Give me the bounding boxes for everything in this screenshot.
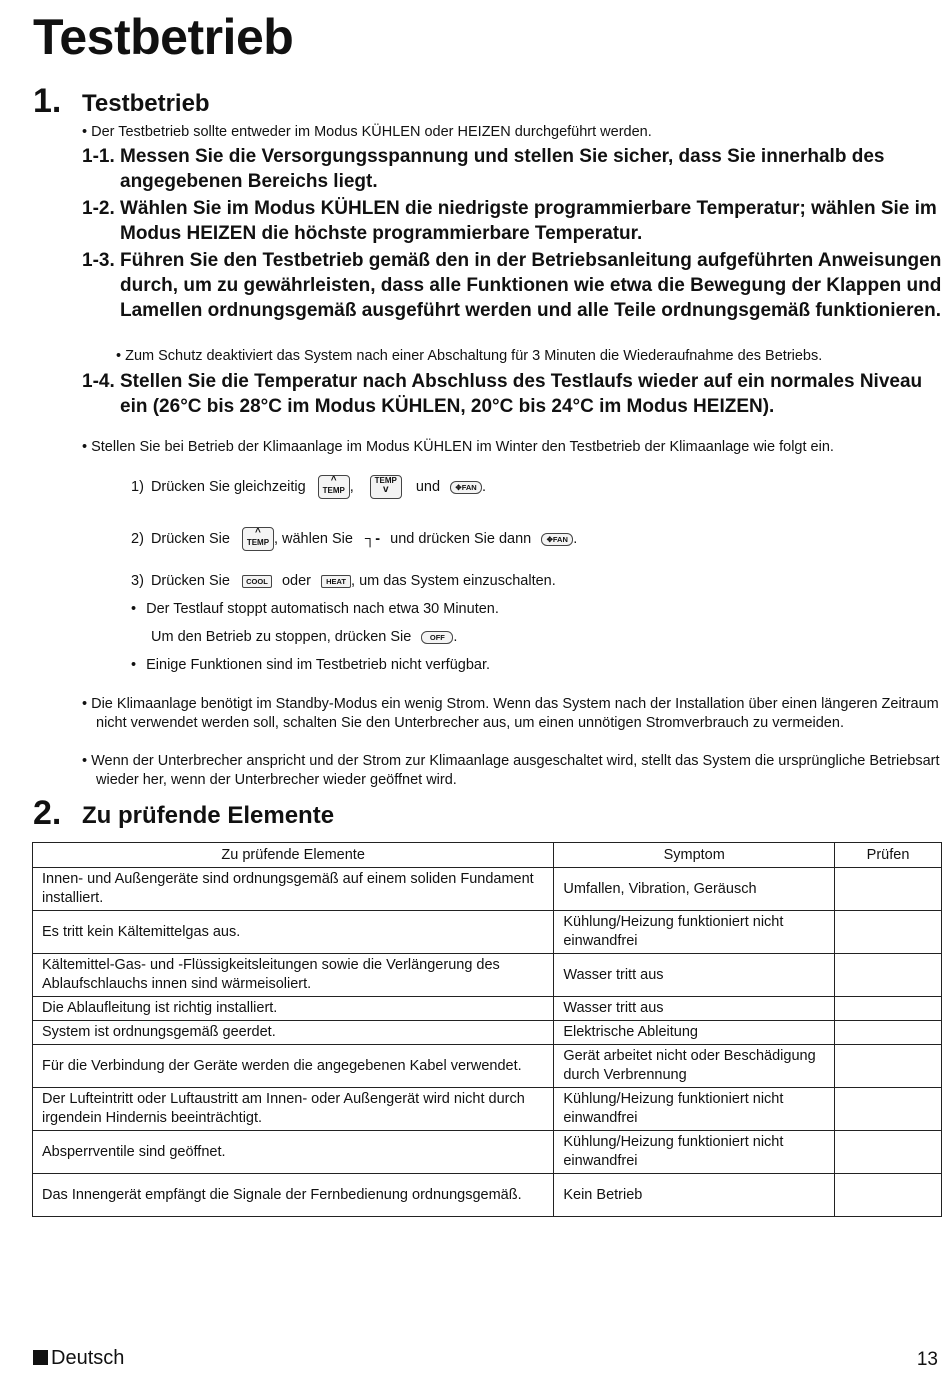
step-number: 1-3. (82, 250, 115, 271)
item-cell: Die Ablaufleitung ist richtig installiert. (33, 997, 554, 1021)
section-1-number: 1. (33, 82, 62, 120)
check-cell[interactable] (835, 997, 942, 1021)
footer-language: Deutsch (33, 1347, 124, 1370)
mode-symbol: ┐- (364, 530, 381, 547)
symptom-cell: Kühlung/Heizung funktioniert nicht einwandfrei (554, 1088, 835, 1131)
sub-step-1: 1) Drücken Sie gleichzeitig ^ TEMP , TEMP v und ✥FAN . (131, 475, 731, 499)
step-text: Führen Sie den Testbetrieb gemäß den in der Betriebsanleitung aufgeführten Anweisungen durch, um zu gewährleisten, dass alle Funktionen wie etwa die Bewegung der Klappen und Lamellen ordnungsgemäß ausgeführt werden und alle Teile ordnungsgemäß funktionieren. (120, 250, 942, 321)
page-number: 13 (916, 1349, 938, 1370)
table-row (33, 954, 942, 997)
item-cell: Das Innengerät empfängt die Signale der Fernbedienung ordnungsgemäß. (33, 1174, 554, 1217)
step-1-2 (82, 196, 942, 246)
symptom-cell: Kein Betrieb (554, 1174, 835, 1217)
table-header-row (33, 843, 942, 868)
step-text: Wählen Sie im Modus KÜHLEN die niedrigste programmierbare Temperatur; wählen Sie im Modus HEIZEN die höchste programmierbare Temperatur. (120, 198, 937, 244)
square-icon (33, 1350, 48, 1365)
check-cell[interactable] (835, 1174, 942, 1217)
step-number: 1-1. (82, 146, 115, 167)
intro-bullet: • Der Testbetrieb sollte entweder im Modus KÜHLEN oder HEIZEN durchgeführt werden. (82, 124, 652, 140)
table-row (33, 1174, 942, 1217)
symptom-cell: Kühlung/Heizung funktioniert nicht einwandfrei (554, 1131, 835, 1174)
cool-key: COOL (242, 575, 272, 588)
check-cell[interactable] (835, 911, 942, 954)
table-row (33, 868, 942, 911)
table-row (33, 1045, 942, 1088)
standby-bullet: • Die Klimaanlage benötigt im Standby-Modus ein wenig Strom. Wenn das System nach der Installation über einen längeren Zeitraum nicht verwendet werden soll, schalten Sie den Unterbrecher aus, um einen unnötigen Stromverbrauch zu vermeiden. (82, 696, 939, 731)
check-cell[interactable] (835, 1045, 942, 1088)
section-1-title: Testbetrieb (82, 90, 210, 117)
step-text: Messen Sie die Versorgungsspannung und stellen Sie sicher, dass Sie innerhalb des angegebenen Bereichs liegt. (120, 146, 885, 192)
table-row (33, 1088, 942, 1131)
table-row (33, 997, 942, 1021)
heat-key: HEAT (321, 575, 351, 588)
section-2-title: Zu prüfende Elemente (82, 802, 335, 829)
page-title: Testbetrieb (33, 9, 294, 65)
sub-step-number: 3) (131, 573, 144, 589)
item-cell: Es tritt kein Kältemittelgas aus. (33, 911, 554, 954)
step-3-note: • Zum Schutz deaktiviert das System nach einer Abschaltung für 3 Minuten die Wiederaufnahme des Betriebs. (116, 348, 823, 364)
item-cell: Kältemittel-Gas- und -Flüssigkeitsleitungen sowie die Verlängerung des Ablaufschlauchs innen sind wärmeisoliert. (33, 954, 554, 997)
temp-up-key: ^ TEMP (242, 527, 274, 551)
header-items: Zu prüfende Elemente (33, 843, 554, 868)
item-cell: Absperrventile sind geöffnet. (33, 1131, 554, 1174)
table-row (33, 1021, 942, 1045)
symptom-cell: Wasser tritt aus (554, 997, 835, 1021)
check-cell[interactable] (835, 954, 942, 997)
sub-step-text: Drücken Sie gleichzeitig (150, 478, 306, 495)
step-text: Stellen Sie die Temperatur nach Abschluss des Testlaufs wieder auf ein normales Niveau ein (26°C bis 28°C im Modus KÜHLEN, 20°C bis 24°C im Modus HEIZEN). (120, 371, 923, 417)
header-check: Prüfen (835, 843, 942, 868)
sub-step-3: 3) Drücken Sie COOL oder HEAT , um das System einzuschalten. (131, 573, 556, 589)
off-key: OFF (421, 631, 453, 644)
sub-step-number: 2) (131, 530, 144, 547)
item-cell: Für die Verbindung der Geräte werden die angegebenen Kabel verwendet. (33, 1045, 554, 1088)
header-symptom: Symptom (554, 843, 835, 868)
symptom-cell: Elektrische Ableitung (554, 1021, 835, 1045)
check-cell[interactable] (835, 1021, 942, 1045)
sub-step-2: 2) Drücken Sie ^ TEMP , wählen Sie ┐- und drücken Sie dann ✥FAN . (131, 527, 831, 551)
symptom-cell: Wasser tritt aus (554, 954, 835, 997)
table-row (33, 1131, 942, 1174)
functions-bullet: • Einige Funktionen sind im Testbetrieb nicht verfügbar. (131, 657, 491, 673)
sub-step-number: 1) (131, 478, 144, 495)
auto-stop-bullet: • Der Testlauf stoppt automatisch nach etwa 30 Minuten. (131, 601, 499, 617)
check-cell[interactable] (835, 868, 942, 911)
section-2-number: 2. (33, 794, 62, 832)
item-cell: System ist ordnungsgemäß geerdet. (33, 1021, 554, 1045)
item-cell: Innen- und Außengeräte sind ordnungsgemäß auf einem soliden Fundament installiert. (33, 868, 554, 911)
table-row (33, 911, 942, 954)
item-cell: Der Lufteintritt oder Luftaustritt am Innen- oder Außengerät wird nicht durch irgendein Hindernis beeinträchtigt. (33, 1088, 554, 1131)
check-table (32, 842, 942, 1217)
step-number: 1-4. (82, 371, 115, 392)
step-1-4 (82, 369, 942, 419)
step-number: 1-2. (82, 198, 115, 219)
symptom-cell: Gerät arbeitet nicht oder Beschädigung durch Verbrennung (554, 1045, 835, 1088)
step-1-3 (82, 248, 942, 323)
sub-step-text: Drücken Sie (150, 573, 230, 589)
fan-key: ✥FAN (450, 481, 482, 494)
step-1-1 (82, 144, 942, 194)
temp-up-key: ^ TEMP (318, 475, 350, 499)
symptom-cell: Kühlung/Heizung funktioniert nicht einwandfrei (554, 911, 835, 954)
stop-line: Um den Betrieb zu stoppen, drücken Sie OFF . (151, 629, 458, 645)
fan-key: ✥FAN (541, 533, 573, 546)
sub-step-text: Drücken Sie (150, 530, 230, 547)
breaker-bullet: • Wenn der Unterbrecher anspricht und der Strom zur Klimaanlage ausgeschaltet wird, stellt das System die ursprüngliche Betriebsart wieder her, wenn der Unterbrecher wieder geöffnet wird. (82, 753, 940, 788)
check-cell[interactable] (835, 1088, 942, 1131)
symptom-cell: Umfallen, Vibration, Geräusch (554, 868, 835, 911)
temp-down-key: TEMP v (370, 475, 402, 499)
winter-bullet: • Stellen Sie bei Betrieb der Klimaanlage im Modus KÜHLEN im Winter den Testbetrieb der Klimaanlage wie folgt ein. (82, 439, 834, 455)
check-cell[interactable] (835, 1131, 942, 1174)
